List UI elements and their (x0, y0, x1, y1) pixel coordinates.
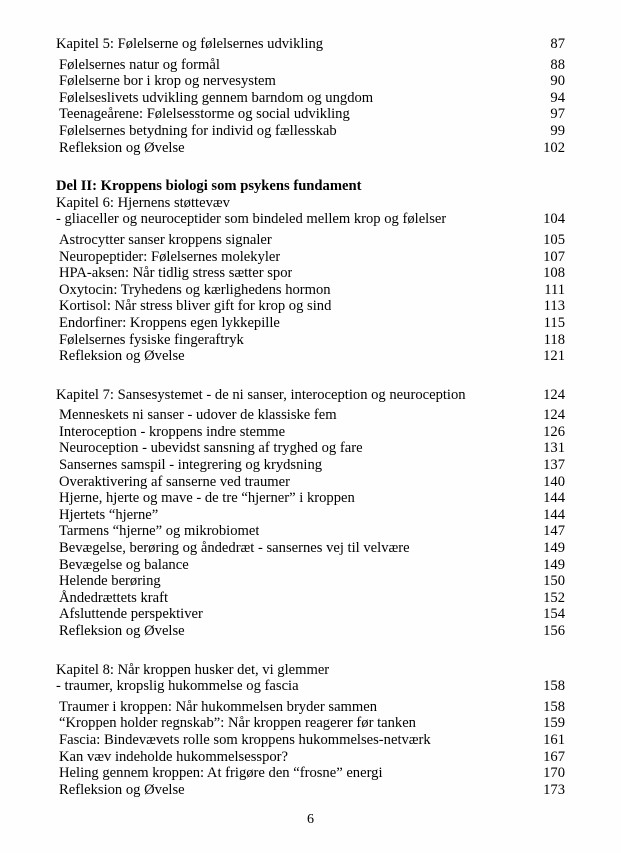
toc-entry-label: Oxytocin: Tryhedens og kærlighedens hormon (59, 281, 331, 298)
chapter-number-label: Kapitel 8: (56, 661, 114, 678)
toc-section (56, 662, 565, 799)
toc-entry[interactable] (59, 540, 565, 557)
toc-entry[interactable] (59, 782, 565, 799)
toc-section (56, 387, 565, 640)
toc-entry-label: Følelsernes natur og formål (59, 56, 220, 73)
chapter-heading-line (56, 387, 565, 404)
chapter-subtitle-line (56, 211, 565, 228)
chapter-subtitle-page: 158 (543, 678, 565, 695)
toc-entry-label: Hjertets “hjerne” (59, 506, 159, 523)
toc-entry-label: Kan væv indeholde hukommelsesspor? (59, 748, 289, 765)
toc-entry-label: Traumer i kroppen: Når hukommelsen bryder sammen (59, 698, 378, 715)
toc-entry-page: 121 (543, 348, 565, 365)
toc-entry-page: 108 (543, 265, 565, 282)
toc-entry[interactable] (59, 57, 565, 74)
toc-entry[interactable] (59, 106, 565, 123)
toc-entry-label: Menneskets ni sanser - udover de klassiske fem (59, 407, 337, 424)
toc-entry-label: Åndedrættets kraft (59, 589, 169, 606)
toc-entry-page: 149 (543, 556, 565, 573)
toc-entry-page: 94 (550, 89, 565, 106)
toc-entry-label: Følelsernes fysiske fingeraftryk (59, 331, 244, 348)
toc-entry-page: 147 (543, 523, 565, 540)
chapter-heading-label (56, 387, 466, 404)
toc-entry-list (59, 699, 565, 799)
toc-entry-page: 113 (543, 298, 565, 315)
chapter-heading-line (56, 662, 565, 679)
toc-entry-label: Overaktivering af sanserne ved traumer (59, 473, 290, 490)
toc-entry[interactable] (59, 348, 565, 365)
toc-entry[interactable] (59, 249, 565, 266)
chapter-heading-page: 87 (550, 36, 565, 52)
toc-entry-label: Neuropeptider: Følelsernes molekyler (59, 248, 281, 265)
toc-entry-page: 131 (543, 440, 565, 457)
toc-entry-label: Heling gennem kroppen: At frigøre den “frosne” energi (59, 765, 383, 782)
toc-entry[interactable] (59, 232, 565, 249)
toc-entry-page: 137 (543, 457, 565, 474)
toc-entry-label: “Kroppen holder regnskab”: Når kroppen reagerer før tanken (59, 715, 416, 732)
toc-content (56, 36, 565, 798)
toc-entry-label: Følelsernes betydning for individ og fællesskab (59, 122, 337, 139)
toc-entry-page: 144 (543, 506, 565, 523)
toc-entry-list (59, 232, 565, 365)
toc-entry-page: 152 (543, 589, 565, 606)
toc-entry[interactable] (59, 265, 565, 282)
toc-entry-page: 170 (543, 765, 565, 782)
toc-entry-label: Interoception - kroppens indre stemme (59, 423, 286, 440)
page-folio: 6 (307, 812, 314, 827)
chapter-subtitle-page: 104 (543, 211, 565, 228)
toc-entry-page: 124 (543, 407, 565, 424)
toc-entry-page: 97 (550, 106, 565, 123)
toc-entry-page: 140 (543, 473, 565, 490)
chapter-subtitle-line (56, 678, 565, 695)
toc-entry[interactable] (59, 606, 565, 623)
chapter-heading-page: 124 (543, 386, 565, 403)
toc-entry[interactable] (59, 732, 565, 749)
chapter-number-label: Kapitel 7: (56, 386, 114, 403)
toc-entry-page: 88 (550, 56, 565, 73)
toc-entry-page: 144 (543, 490, 565, 507)
toc-entry-label: Astrocytter sanser kroppens signaler (59, 231, 272, 248)
toc-entry[interactable] (59, 298, 565, 315)
toc-entry[interactable] (59, 140, 565, 157)
toc-entry[interactable] (59, 332, 565, 349)
toc-entry-label: Kortisol: Når stress bliver gift for krop og sind (59, 298, 332, 315)
toc-entry-page: 126 (543, 423, 565, 440)
toc-entry-label: Bevægelse, berøring og åndedræt - sansernes vej til velvære (59, 540, 410, 557)
chapter-title-label: Følelserne og følelsernes udvikling (113, 36, 324, 52)
toc-entry-label: Refleksion og Øvelse (59, 781, 185, 798)
toc-entry[interactable] (59, 590, 565, 607)
chapter-subtitle-label: - traumer, kropslig hukommelse og fascia (56, 678, 299, 695)
toc-entry[interactable] (59, 490, 565, 507)
section-gap (56, 156, 565, 178)
toc-entry-page: 150 (543, 573, 565, 590)
toc-section (56, 36, 565, 156)
toc-entry[interactable] (59, 699, 565, 716)
toc-section (56, 178, 565, 365)
toc-entry[interactable] (59, 73, 565, 90)
toc-entry-page: 154 (543, 606, 565, 623)
chapter-subtitle-label: - gliaceller og neuroceptider som bindeled mellem krop og følelser (56, 211, 447, 228)
toc-entry-label: Refleksion og Øvelse (59, 623, 185, 639)
toc-entry[interactable] (59, 474, 565, 491)
toc-entry[interactable] (59, 90, 565, 107)
toc-entry[interactable] (59, 623, 565, 640)
toc-entry-page: 173 (543, 781, 565, 798)
toc-entry-page: 167 (543, 748, 565, 765)
toc-entry-page: 90 (550, 73, 565, 90)
toc-entry[interactable] (59, 573, 565, 590)
toc-entry[interactable] (59, 715, 565, 732)
toc-entry-label: Hjerne, hjerte og mave - de tre “hjerner” i kroppen (59, 490, 355, 507)
toc-entry-label: Refleksion og Øvelse (59, 139, 185, 156)
toc-entry-page: 111 (544, 281, 565, 298)
toc-entry-page: 158 (543, 698, 565, 715)
chapter-title-label: Sansesystemet - de ni sanser, interoception og neuroception (113, 386, 466, 403)
toc-entry[interactable] (59, 457, 565, 474)
toc-entry-page: 102 (543, 139, 565, 156)
toc-entry-label: Refleksion og Øvelse (59, 348, 185, 365)
chapter-heading-label (56, 195, 230, 212)
toc-entry[interactable] (59, 424, 565, 441)
chapter-number-label: Kapitel 6: (56, 194, 114, 211)
toc-entry[interactable] (59, 440, 565, 457)
toc-entry[interactable] (59, 315, 565, 332)
toc-entry-list (59, 407, 565, 639)
toc-entry-page: 118 (543, 331, 565, 348)
toc-entry-label: Følelserne bor i krop og nervesystem (59, 73, 276, 90)
chapter-title-label: Hjernens støttevæv (113, 194, 230, 211)
toc-entry-label: Tarmens “hjerne” og mikrobiomet (59, 523, 260, 540)
toc-entry-list (59, 57, 565, 157)
toc-entry[interactable] (59, 407, 565, 424)
toc-entry-label: Sansernes samspil - integrering og krydsning (59, 457, 323, 474)
toc-entry-label: Fascia: Bindevævets rolle som kroppens hukommelses-netværk (59, 731, 431, 748)
toc-entry-label: Følelseslivets udvikling gennem barndom og ungdom (59, 89, 374, 106)
part-heading: Del II: Kroppens biologi som psykens fundament (56, 178, 362, 195)
section-gap (56, 365, 565, 387)
chapter-heading-line (56, 36, 565, 53)
toc-entry-page: 159 (543, 715, 565, 732)
toc-entry-label: Bevægelse og balance (59, 556, 189, 573)
chapter-title-label: Når kroppen husker det, vi glemmer (113, 661, 330, 678)
toc-entry[interactable] (59, 557, 565, 574)
toc-entry[interactable] (59, 507, 565, 524)
toc-entry-label: Endorfiner: Kroppens egen lykkepille (59, 314, 280, 331)
toc-entry-label: Afsluttende perspektiver (59, 606, 203, 623)
toc-entry-page: 161 (543, 731, 565, 748)
toc-entry-label: Teenageårene: Følelsesstorme og social udvikling (59, 106, 350, 123)
chapter-heading-label (56, 36, 323, 53)
toc-entry-page: 149 (543, 540, 565, 557)
toc-entry[interactable] (59, 765, 565, 782)
toc-entry-page: 105 (543, 231, 565, 248)
toc-entry-label: Neuroception - ubevidst sansning af tryghed og fare (59, 440, 363, 457)
toc-entry[interactable] (59, 282, 565, 299)
section-gap (56, 640, 565, 662)
toc-entry-page: 115 (543, 314, 565, 331)
toc-entry-label: HPA-aksen: Når tidlig stress sætter spor (59, 265, 293, 282)
toc-entry[interactable] (59, 749, 565, 766)
chapter-number-label: Kapitel 5: (56, 36, 114, 52)
toc-entry-page: 156 (543, 623, 565, 639)
toc-entry-label: Helende berøring (59, 573, 161, 590)
toc-entry[interactable] (59, 523, 565, 540)
chapter-heading-label (56, 662, 329, 679)
chapter-heading-line (56, 195, 565, 212)
toc-entry-page: 99 (550, 122, 565, 139)
toc-entry[interactable] (59, 123, 565, 140)
toc-entry-page: 107 (543, 248, 565, 265)
